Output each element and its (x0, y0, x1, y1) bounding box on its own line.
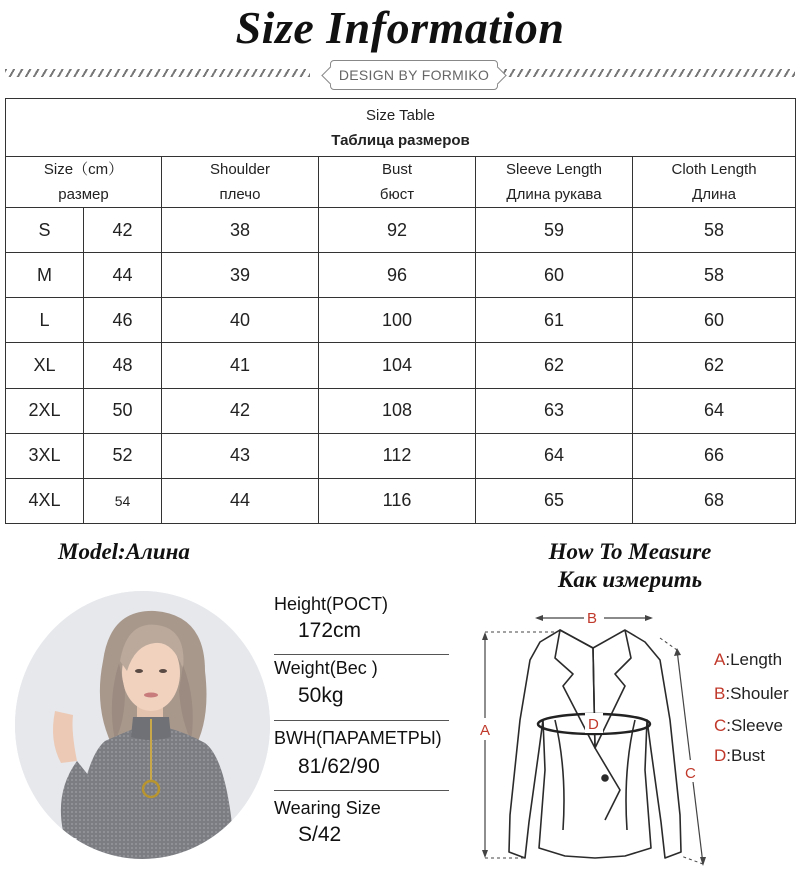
length-marker: A (480, 722, 491, 739)
spec-label: Weight(Bec ) (274, 658, 378, 678)
header-shoulder (162, 157, 319, 208)
legend-item-bust (714, 746, 765, 766)
legend-item-length (714, 650, 782, 670)
header-size-en: Size（cm） (43, 161, 124, 178)
cell-bust: 104 (319, 343, 476, 388)
legend-key: B (714, 684, 726, 703)
cell-shoulder: 44 (162, 478, 319, 523)
cell-ru-size: 54 (84, 478, 162, 523)
sleeve-marker: C (685, 765, 696, 782)
measure-title-ru: Как измерить (557, 567, 703, 592)
header-bust-ru: бюст (379, 186, 415, 203)
cell-bust: 92 (319, 208, 476, 253)
table-row (6, 478, 796, 523)
legend-text: :Sleeve (726, 716, 783, 735)
model-illustration (15, 591, 270, 859)
cell-ru-size: 46 (84, 298, 162, 343)
spec-label: Wearing Size (274, 798, 381, 818)
spec-divider (274, 654, 449, 655)
cell-ru-size: 44 (84, 253, 162, 298)
header-length-en: Cloth Length (671, 161, 757, 178)
header-sleeve (476, 157, 633, 208)
legend-key: C (714, 716, 727, 735)
header-shoulder-en: Shoulder (209, 161, 271, 178)
legend-item-sleeve (714, 716, 783, 736)
spec-value: 81/62/90 (298, 755, 380, 778)
cell-ru-size: 50 (84, 388, 162, 433)
cell-length: 62 (633, 343, 796, 388)
header-length-ru: Длина (692, 186, 736, 203)
cell-bust: 100 (319, 298, 476, 343)
cell-length: 66 (633, 433, 796, 478)
legend-key: D (714, 746, 727, 765)
table-row (6, 253, 796, 298)
jacket-diagram (455, 600, 800, 880)
table-row (6, 388, 796, 433)
cell-size: M (6, 253, 84, 298)
size-table (5, 98, 796, 524)
shoulder-marker: B (587, 610, 598, 627)
cell-sleeve: 61 (476, 298, 633, 343)
header-size-ru: размер (58, 186, 109, 203)
cell-ru-size: 52 (84, 433, 162, 478)
header-bust (319, 157, 476, 208)
spec-divider (274, 790, 449, 791)
cell-size: XL (6, 343, 84, 388)
cell-bust: 112 (319, 433, 476, 478)
legend-text: :Length (725, 650, 783, 669)
header-sleeve-ru: Длина рукава (506, 186, 602, 203)
header-sleeve-en: Sleeve Length (506, 161, 602, 178)
table-row (6, 208, 796, 253)
cell-shoulder: 43 (162, 433, 319, 478)
header-shoulder-ru: плечо (219, 186, 261, 203)
table-row (6, 298, 796, 343)
cell-ru-size: 42 (84, 208, 162, 253)
cell-length: 58 (633, 208, 796, 253)
model-photo (15, 591, 270, 859)
spec-value: 50kg (298, 684, 344, 707)
cell-sleeve: 65 (476, 478, 633, 523)
cell-length: 68 (633, 478, 796, 523)
cell-bust: 108 (319, 388, 476, 433)
table-row (6, 433, 796, 478)
legend-text: :Shouler (725, 684, 789, 703)
table-caption-en: Size Table (366, 106, 435, 124)
model-title: Model:Алина (58, 539, 190, 564)
legend-item-shoulder (714, 684, 789, 704)
cell-shoulder: 38 (162, 208, 319, 253)
cell-size: 4XL (6, 478, 84, 523)
cell-length: 60 (633, 298, 796, 343)
measure-title (520, 538, 740, 594)
cell-length: 64 (633, 388, 796, 433)
cell-shoulder: 39 (162, 253, 319, 298)
header-bust-en: Bust (381, 161, 412, 178)
table-row (6, 343, 796, 388)
spec-label: BWH(ПАРАМЕТРЫ) (274, 728, 442, 748)
legend-key: A (714, 650, 726, 669)
cell-shoulder: 42 (162, 388, 319, 433)
spec-label: Height(POCT) (274, 594, 389, 614)
cell-sleeve: 63 (476, 388, 633, 433)
table-caption-ru: Таблица размеров (331, 131, 470, 149)
cell-shoulder: 40 (162, 298, 319, 343)
cell-size: 2XL (6, 388, 84, 433)
spec-value: S/42 (298, 823, 342, 846)
cell-sleeve: 60 (476, 253, 633, 298)
bust-marker: D (588, 716, 599, 733)
decorative-divider-right (497, 69, 795, 77)
cell-bust: 116 (319, 478, 476, 523)
cell-size: L (6, 298, 84, 343)
cell-sleeve: 62 (476, 343, 633, 388)
cell-shoulder: 41 (162, 343, 319, 388)
cell-size: 3XL (6, 433, 84, 478)
cell-ru-size: 48 (84, 343, 162, 388)
legend-text: :Bust (726, 746, 766, 765)
cell-sleeve: 64 (476, 433, 633, 478)
spec-value: 172cm (298, 619, 362, 642)
spec-divider (274, 720, 449, 721)
cell-bust: 96 (319, 253, 476, 298)
cell-length: 58 (633, 253, 796, 298)
table-caption (6, 99, 796, 157)
header-length (633, 157, 796, 208)
decorative-divider-left (5, 69, 310, 77)
brand-badge: DESIGN BY FORMIKO (330, 60, 498, 90)
measure-title-en: How To Measure (548, 539, 712, 564)
header-size (6, 157, 162, 208)
cell-size: S (6, 208, 84, 253)
cell-sleeve: 59 (476, 208, 633, 253)
page-title: Size Information (235, 2, 565, 53)
